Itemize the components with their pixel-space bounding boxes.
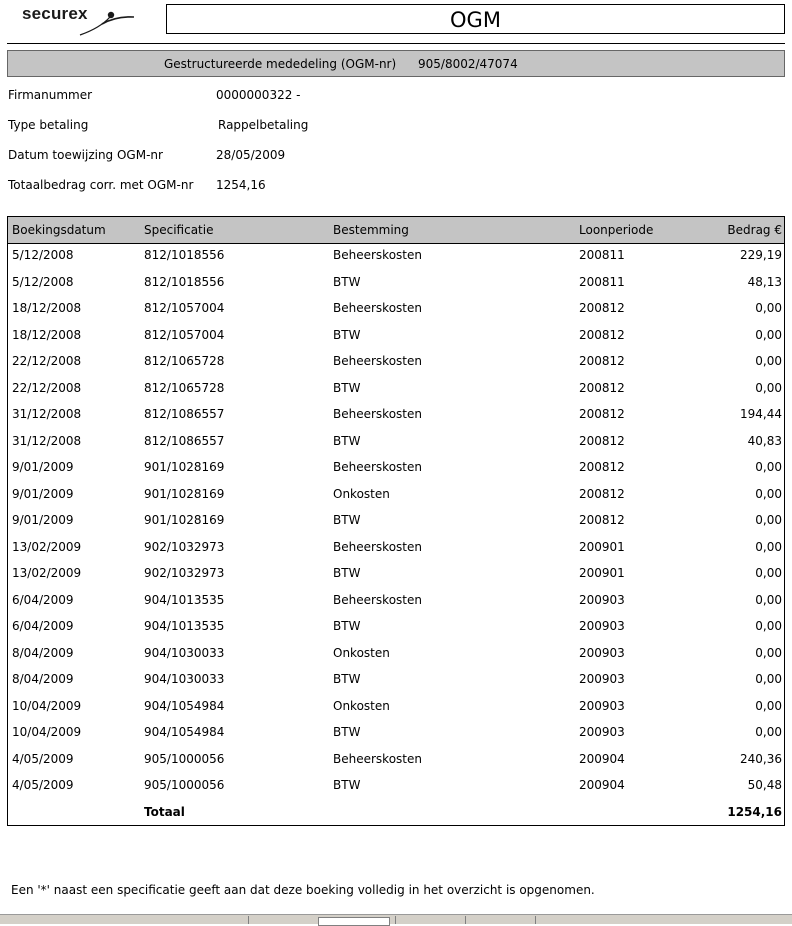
cell-period: 200903	[579, 698, 625, 713]
cell-spec: 812/1018556	[144, 248, 225, 262]
cell-spec: 812/1086557	[144, 407, 225, 421]
cell-period: 200903	[579, 725, 625, 739]
table-row	[8, 561, 784, 587]
cell-period: 200812	[579, 433, 625, 448]
table-row	[8, 296, 784, 322]
table-row	[8, 455, 784, 481]
cell-period: 200812	[579, 301, 625, 315]
cell-amount: 0,00	[755, 513, 782, 527]
cell-dest: BTW	[333, 672, 361, 686]
table-row	[8, 535, 784, 561]
cell-amount: 229,19	[740, 248, 782, 262]
cell-date: 9/01/2009	[12, 486, 74, 501]
cell-period: 200811	[579, 274, 625, 289]
cell-spec: 904/1030033	[144, 645, 225, 660]
totaalbedrag-value: 1254,16	[216, 178, 266, 192]
cell-date: 4/05/2009	[12, 751, 74, 766]
cell-amount: 50,48	[747, 778, 782, 792]
cell-date: 31/12/2008	[12, 433, 82, 448]
cell-period: 200901	[579, 539, 625, 554]
cell-amount: 0,00	[755, 725, 782, 739]
cell-dest: BTW	[333, 274, 361, 289]
header-bestemming: Bestemming	[333, 223, 409, 237]
cell-dest: Beheerskosten	[333, 407, 422, 421]
cell-amount: 48,13	[747, 274, 782, 289]
cell-spec: 812/1057004	[144, 301, 225, 315]
cell-period: 200904	[579, 751, 625, 766]
cell-spec: 901/1028169	[144, 513, 225, 527]
cell-dest: Beheerskosten	[333, 248, 422, 262]
cell-period: 200903	[579, 672, 625, 686]
cell-spec: 904/1013535	[144, 619, 225, 633]
table-row	[8, 243, 784, 269]
cell-amount: 0,00	[755, 698, 782, 713]
header-bedrag: Bedrag €	[727, 223, 782, 237]
cell-dest: BTW	[333, 513, 361, 527]
cell-spec: 812/1086557	[144, 433, 225, 448]
cell-dest: BTW	[333, 433, 361, 448]
cell-spec: 901/1028169	[144, 486, 225, 501]
cell-period: 200812	[579, 354, 625, 368]
table-header	[8, 217, 784, 244]
ogm-value: 905/8002/47074	[418, 57, 518, 71]
table-row	[8, 694, 784, 720]
cell-date: 9/01/2009	[12, 513, 74, 527]
header-specificatie: Specificatie	[144, 223, 214, 237]
cell-dest: Onkosten	[333, 645, 390, 660]
cell-dest: Onkosten	[333, 698, 390, 713]
cell-dest: Beheerskosten	[333, 354, 422, 368]
table-row	[8, 747, 784, 773]
cell-spec: 901/1028169	[144, 460, 225, 474]
cell-date: 10/04/2009	[12, 698, 82, 713]
cell-spec: 902/1032973	[144, 566, 225, 580]
cell-date: 6/04/2009	[12, 619, 74, 633]
table-row	[8, 349, 784, 375]
table-row	[8, 667, 784, 693]
table-row	[8, 588, 784, 614]
table-row	[8, 614, 784, 640]
cell-dest: BTW	[333, 725, 361, 739]
table-row	[8, 720, 784, 746]
cell-dest: BTW	[333, 327, 361, 342]
cell-dest: Onkosten	[333, 486, 390, 501]
type-betaling-label: Type betaling	[8, 118, 89, 132]
cell-spec: 902/1032973	[144, 539, 225, 554]
cell-dest: Beheerskosten	[333, 301, 422, 315]
cell-amount: 0,00	[755, 486, 782, 501]
cell-date: 5/12/2008	[12, 248, 74, 262]
table-row	[8, 482, 784, 508]
cell-amount: 0,00	[755, 327, 782, 342]
cell-dest: Beheerskosten	[333, 751, 422, 766]
cell-dest: BTW	[333, 566, 361, 580]
table-total-row	[8, 800, 784, 826]
total-label: Totaal	[144, 805, 185, 819]
cell-period: 200903	[579, 619, 625, 633]
datum-toewijzing-value: 28/05/2009	[216, 148, 286, 162]
firmanummer-label: Firmanummer	[8, 88, 93, 102]
table-row	[8, 402, 784, 428]
cell-dest: Beheerskosten	[333, 460, 422, 474]
cell-date: 18/12/2008	[12, 301, 82, 315]
cell-date: 4/05/2009	[12, 778, 74, 792]
table-row	[8, 773, 784, 799]
cell-date: 18/12/2008	[12, 327, 82, 342]
cell-amount: 0,00	[755, 460, 782, 474]
table-row	[8, 376, 784, 402]
cell-spec: 812/1018556	[144, 274, 225, 289]
ogm-label: Gestructureerde mededeling (OGM-nr)	[164, 57, 397, 71]
cell-amount: 0,00	[755, 672, 782, 686]
cell-spec: 904/1054984	[144, 698, 225, 713]
cell-spec: 904/1054984	[144, 725, 225, 739]
table-row	[8, 429, 784, 455]
logo-wordmark: securex	[22, 4, 88, 23]
cell-date: 22/12/2008	[12, 380, 82, 395]
cell-period: 200812	[579, 513, 625, 527]
cell-amount: 0,00	[755, 592, 782, 607]
cell-date: 13/02/2009	[12, 566, 82, 580]
cell-date: 13/02/2009	[12, 539, 82, 554]
table-row	[8, 508, 784, 534]
cell-period: 200812	[579, 327, 625, 342]
cell-period: 200903	[579, 645, 625, 660]
footnote: Een '*' naast een specificatie geeft aan dat deze boeking volledig in het overzicht is opgenomen.	[11, 883, 595, 897]
page-number-field[interactable]	[318, 917, 390, 926]
cell-period: 200812	[579, 460, 625, 474]
header-loonperiode: Loonperiode	[579, 223, 654, 237]
cell-period: 200811	[579, 248, 625, 262]
cell-date: 9/01/2009	[12, 460, 74, 474]
page-title: OGM	[166, 4, 785, 34]
datum-toewijzing-label: Datum toewijzing OGM-nr	[8, 148, 163, 162]
cell-spec: 812/1057004	[144, 327, 225, 342]
cell-amount: 40,83	[747, 433, 782, 448]
cell-period: 200901	[579, 566, 625, 580]
cell-amount: 0,00	[755, 539, 782, 554]
cell-amount: 0,00	[755, 301, 782, 315]
cell-period: 200812	[579, 407, 625, 421]
table-row	[8, 641, 784, 667]
cell-amount: 240,36	[740, 751, 782, 766]
cell-amount: 0,00	[755, 566, 782, 580]
cell-date: 31/12/2008	[12, 407, 82, 421]
cell-period: 200812	[579, 486, 625, 501]
securex-logo	[18, 4, 136, 38]
cell-date: 8/04/2009	[12, 672, 74, 686]
cell-amount: 194,44	[740, 407, 782, 421]
cell-amount: 0,00	[755, 354, 782, 368]
cell-dest: BTW	[333, 380, 361, 395]
total-amount: 1254,16	[727, 805, 782, 819]
cell-dest: BTW	[333, 619, 361, 633]
cell-period: 200904	[579, 778, 625, 792]
cell-dest: Beheerskosten	[333, 592, 422, 607]
cell-period: 200903	[579, 592, 625, 607]
cell-spec: 904/1030033	[144, 672, 225, 686]
firmanummer-value: 0000000322 -	[216, 88, 301, 102]
cell-period: 200812	[579, 380, 625, 395]
bookings-table	[7, 216, 785, 826]
header-divider	[7, 43, 785, 44]
cell-date: 8/04/2009	[12, 645, 74, 660]
cell-amount: 0,00	[755, 645, 782, 660]
table-row	[8, 323, 784, 349]
cell-date: 10/04/2009	[12, 725, 82, 739]
cell-date: 22/12/2008	[12, 354, 82, 368]
cell-spec: 905/1000056	[144, 778, 225, 792]
cell-spec: 905/1000056	[144, 751, 225, 766]
cell-amount: 0,00	[755, 380, 782, 395]
cell-date: 5/12/2008	[12, 274, 74, 289]
cell-amount: 0,00	[755, 619, 782, 633]
cell-spec: 812/1065728	[144, 354, 225, 368]
cell-spec: 812/1065728	[144, 380, 225, 395]
cell-date: 6/04/2009	[12, 592, 74, 607]
ogm-banner	[7, 50, 785, 77]
cell-dest: BTW	[333, 778, 361, 792]
type-betaling-value: Rappelbetaling	[218, 118, 309, 132]
cell-dest: Beheerskosten	[333, 539, 422, 554]
header-boekingsdatum: Boekingsdatum	[12, 223, 106, 237]
cell-spec: 904/1013535	[144, 592, 225, 607]
table-row	[8, 270, 784, 296]
totaalbedrag-label: Totaalbedrag corr. met OGM-nr	[8, 178, 194, 192]
